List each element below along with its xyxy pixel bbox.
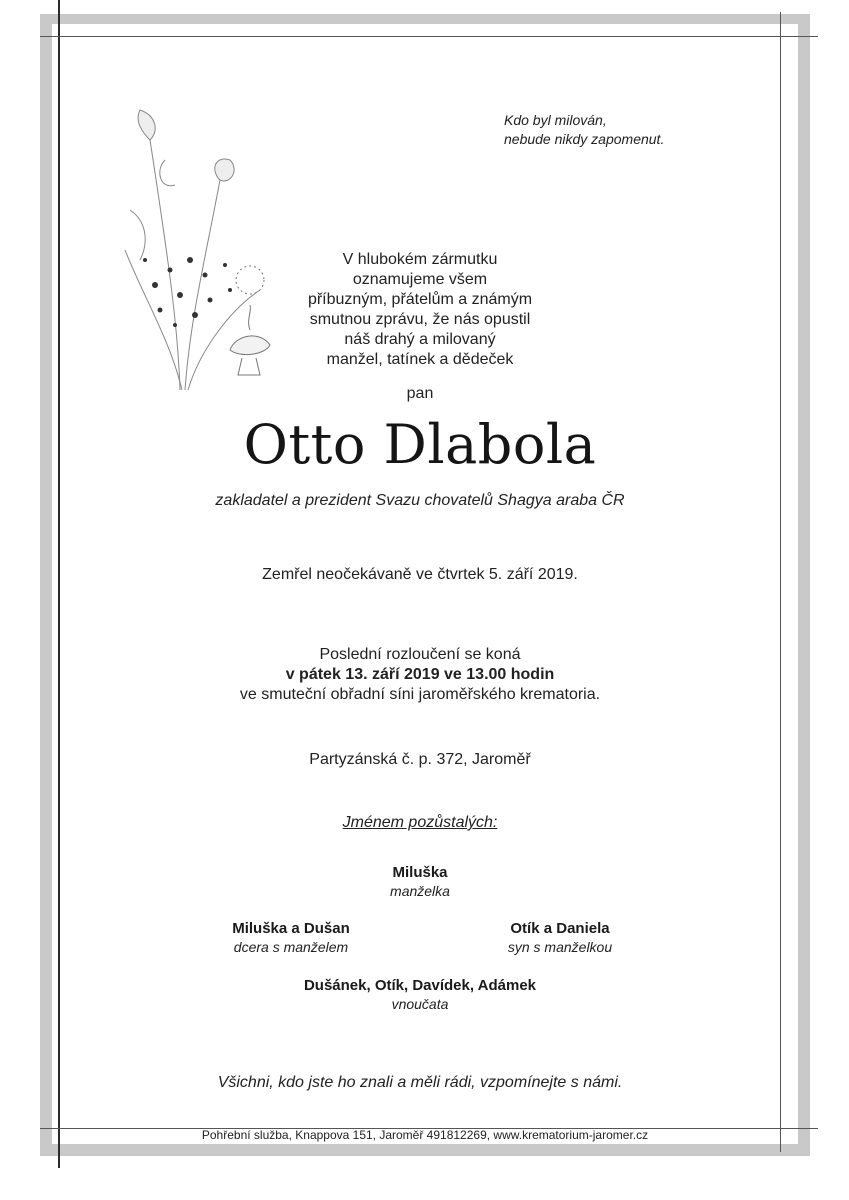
death-notice: Zemřel neočekávaně ve čtvrtek 5. září 2019. bbox=[262, 566, 578, 583]
footer-funeral-service: Pohřební služba, Knappova 151, Jaroměř 491812269, www.krematorium-jaromer.cz bbox=[201, 1128, 649, 1142]
motto-line: nebude nikdy zapomenut. bbox=[504, 131, 665, 147]
intro-text bbox=[160, 250, 680, 370]
mourner-relation: manželka bbox=[390, 883, 450, 899]
mourner bbox=[141, 919, 441, 956]
motto bbox=[504, 111, 664, 149]
behalf-heading: Jménem pozůstalých: bbox=[342, 814, 498, 831]
intro-line: příbuzným, přátelům a známým bbox=[307, 291, 533, 308]
frame-line-top bbox=[40, 36, 818, 37]
mourner-name: Miluška bbox=[392, 864, 448, 881]
mourner bbox=[270, 976, 570, 1013]
mourner-name: Otík a Daniela bbox=[510, 920, 610, 937]
mourner-relation: vnoučata bbox=[391, 996, 449, 1012]
motto-line: Kdo byl milován, bbox=[504, 112, 607, 128]
farewell-date: v pátek 13. září 2019 ve 13.00 hodin bbox=[285, 666, 555, 683]
intro-line: oznamujeme všem bbox=[352, 271, 488, 288]
intro-line: V hlubokém zármutku bbox=[342, 251, 498, 268]
mourner bbox=[410, 919, 710, 956]
mourner-name: Dušánek, Otík, Davídek, Adámek bbox=[303, 977, 537, 994]
intro-line: náš drahý a milovaný bbox=[344, 331, 496, 348]
intro-line: manžel, tatínek a dědeček bbox=[326, 351, 514, 368]
mourner-relation: dcera s manželem bbox=[233, 939, 349, 955]
deceased-name: Otto Dlabola bbox=[243, 413, 597, 476]
farewell-info bbox=[160, 645, 680, 705]
farewell-line: Poslední rozloučení se koná bbox=[319, 646, 521, 663]
frame-line-right bbox=[780, 12, 781, 1152]
deceased-role: zakladatel a prezident Svazu chovatelů Shagya araba ČR bbox=[215, 492, 625, 509]
frame-line-left bbox=[58, 0, 60, 1168]
mourner-name: Miluška a Dušan bbox=[232, 920, 350, 937]
farewell-place: ve smuteční obřadní síni jaroměřského krematoria. bbox=[239, 686, 601, 703]
closing-text: Všichni, kdo jste ho znali a měli rádi, vzpomínejte s námi. bbox=[217, 1074, 623, 1091]
intro-line: smutnou zprávu, že nás opustil bbox=[309, 311, 531, 328]
address: Partyzánská č. p. 372, Jaroměř bbox=[309, 751, 531, 768]
mourner bbox=[270, 863, 570, 900]
salutation: pan bbox=[406, 385, 434, 402]
mourner-relation: syn s manželkou bbox=[507, 939, 613, 955]
